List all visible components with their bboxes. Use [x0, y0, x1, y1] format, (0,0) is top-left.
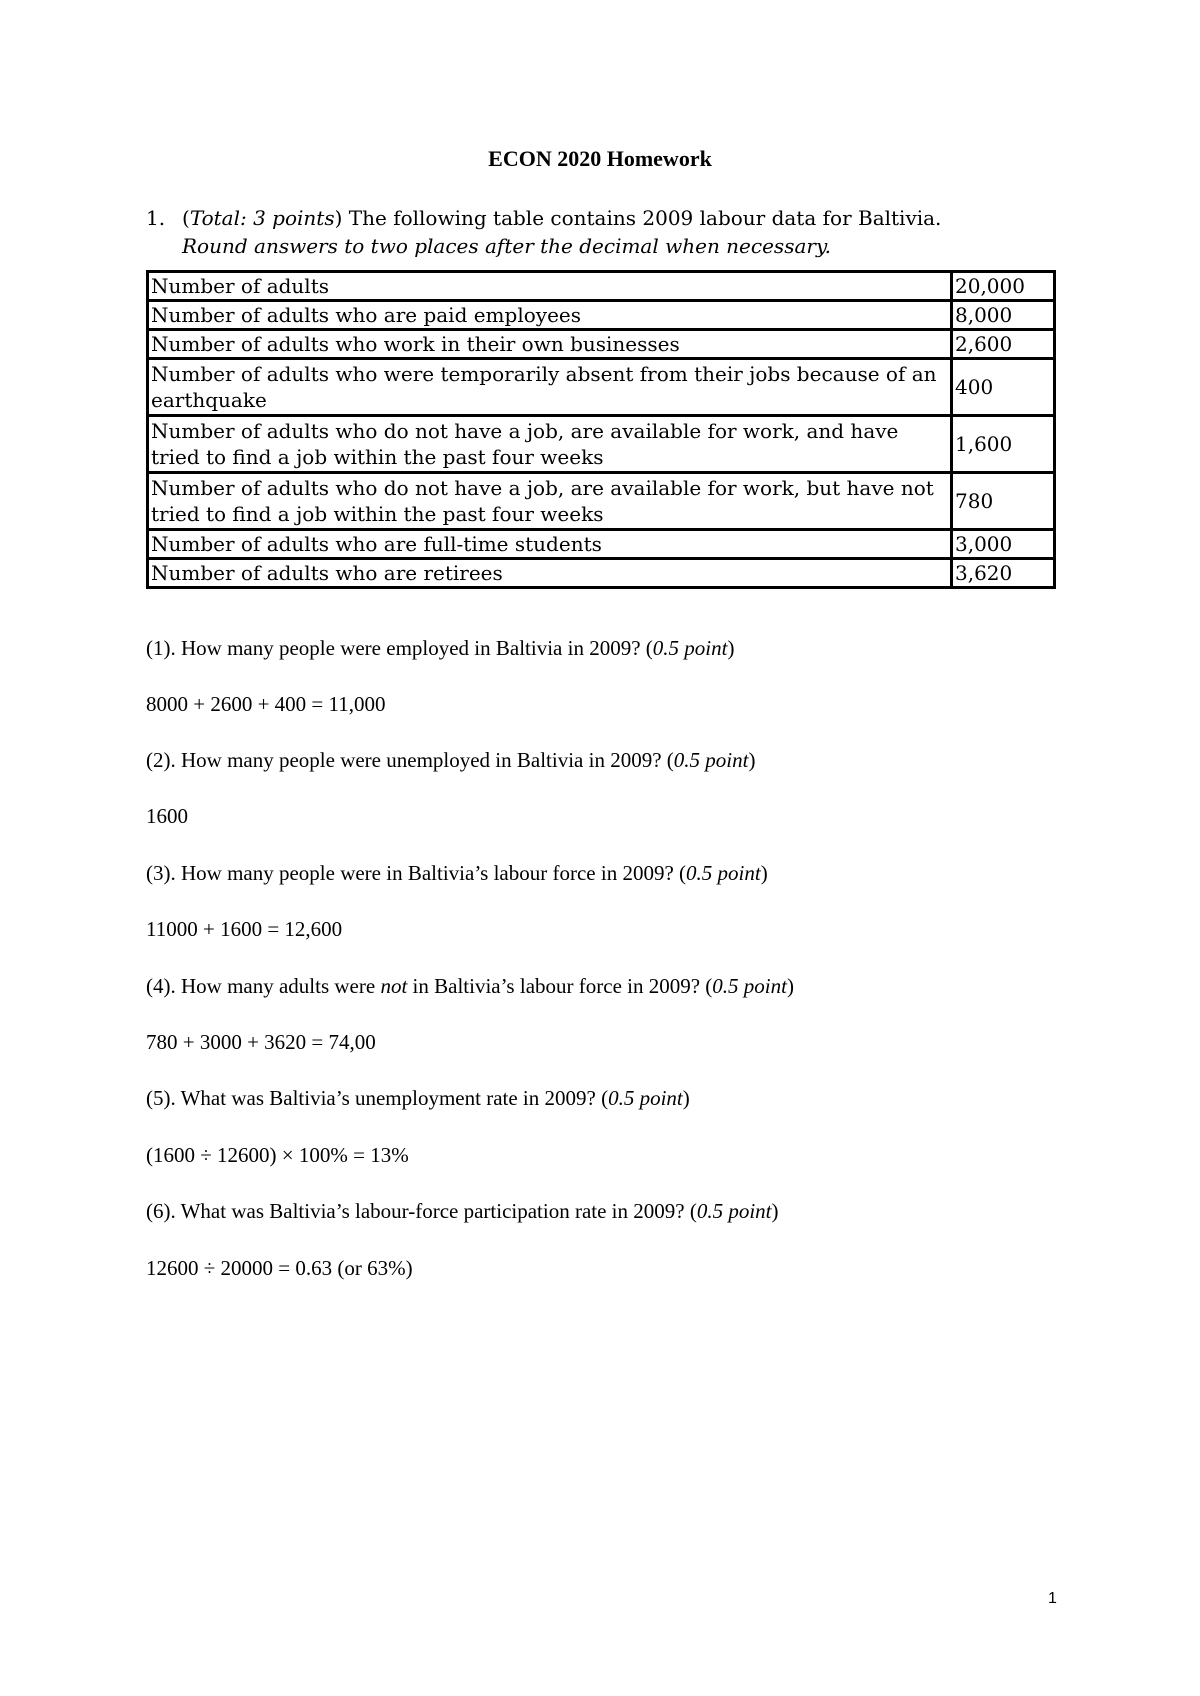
- row-label: Number of adults: [148, 272, 952, 301]
- subquestion-2: (2). How many people were unemployed in Baltivia in 2009? (0.5 point): [146, 748, 756, 772]
- row-label: Number of adults who work in their own businesses: [148, 330, 952, 359]
- table-row: [148, 473, 1055, 530]
- row-value: 3,000: [952, 530, 1055, 559]
- table-row: [148, 359, 1055, 416]
- row-value: 780: [952, 473, 1055, 530]
- row-label: Number of adults who were temporarily absent from their jobs because of an earthquake: [148, 359, 952, 416]
- emphasis-not: not: [380, 974, 408, 998]
- page-title: ECON 2020 Homework: [488, 146, 712, 171]
- table-row: [148, 530, 1055, 559]
- question-intro-text: (Total: 3 points) The following table contains 2009 labour data for Baltivia.: [182, 206, 942, 230]
- row-label: Number of adults who are retirees: [148, 559, 952, 588]
- answer-3: 11000 + 1600 = 12,600: [146, 917, 343, 941]
- answer-2: 1600: [146, 804, 188, 828]
- table-row: [148, 301, 1055, 330]
- table-row: [148, 330, 1055, 359]
- subquestion-1: (1). How many people were employed in Baltivia in 2009? (0.5 point): [146, 636, 735, 660]
- question-points: Total: 3 points: [189, 206, 335, 230]
- table-row: [148, 559, 1055, 588]
- row-value: 400: [952, 359, 1055, 416]
- question-number: 1.: [146, 206, 166, 230]
- answer-5: (1600 ÷ 12600) × 100% = 13%: [146, 1143, 409, 1167]
- row-value: 2,600: [952, 330, 1055, 359]
- row-value: 20,000: [952, 272, 1055, 301]
- page-number: 1: [1048, 1590, 1057, 1607]
- table-row: [148, 416, 1055, 473]
- subquestion-4: (4). How many adults were not in Baltivia’s labour force in 2009? (0.5 point): [146, 974, 794, 998]
- labour-data-table: [146, 270, 1056, 589]
- question-instruction: Round answers to two places after the decimal when necessary.: [182, 234, 831, 258]
- table-row: [148, 272, 1055, 301]
- row-label: Number of adults who are full-time students: [148, 530, 952, 559]
- row-value: 8,000: [952, 301, 1055, 330]
- question-intro-sentence: The following table contains 2009 labour data for Baltivia.: [348, 206, 942, 230]
- row-label: Number of adults who do not have a job, are available for work, and have tried to find a job within the past four weeks: [148, 416, 952, 473]
- row-value: 1,600: [952, 416, 1055, 473]
- subquestion-5: (5). What was Baltivia’s unemployment rate in 2009? (0.5 point): [146, 1086, 690, 1110]
- answer-4: 780 + 3000 + 3620 = 74,00: [146, 1030, 376, 1054]
- answer-6: 12600 ÷ 20000 = 0.63 (or 63%): [146, 1256, 413, 1280]
- subquestion-3: (3). How many people were in Baltivia’s labour force in 2009? (0.5 point): [146, 861, 768, 885]
- row-label: Number of adults who do not have a job, are available for work, but have not tried to find a job within the past four weeks: [148, 473, 952, 530]
- row-value: 3,620: [952, 559, 1055, 588]
- answer-1: 8000 + 2600 + 400 = 11,000: [146, 692, 386, 716]
- subquestion-6: (6). What was Baltivia’s labour-force participation rate in 2009? (0.5 point): [146, 1199, 779, 1223]
- row-label: Number of adults who are paid employees: [148, 301, 952, 330]
